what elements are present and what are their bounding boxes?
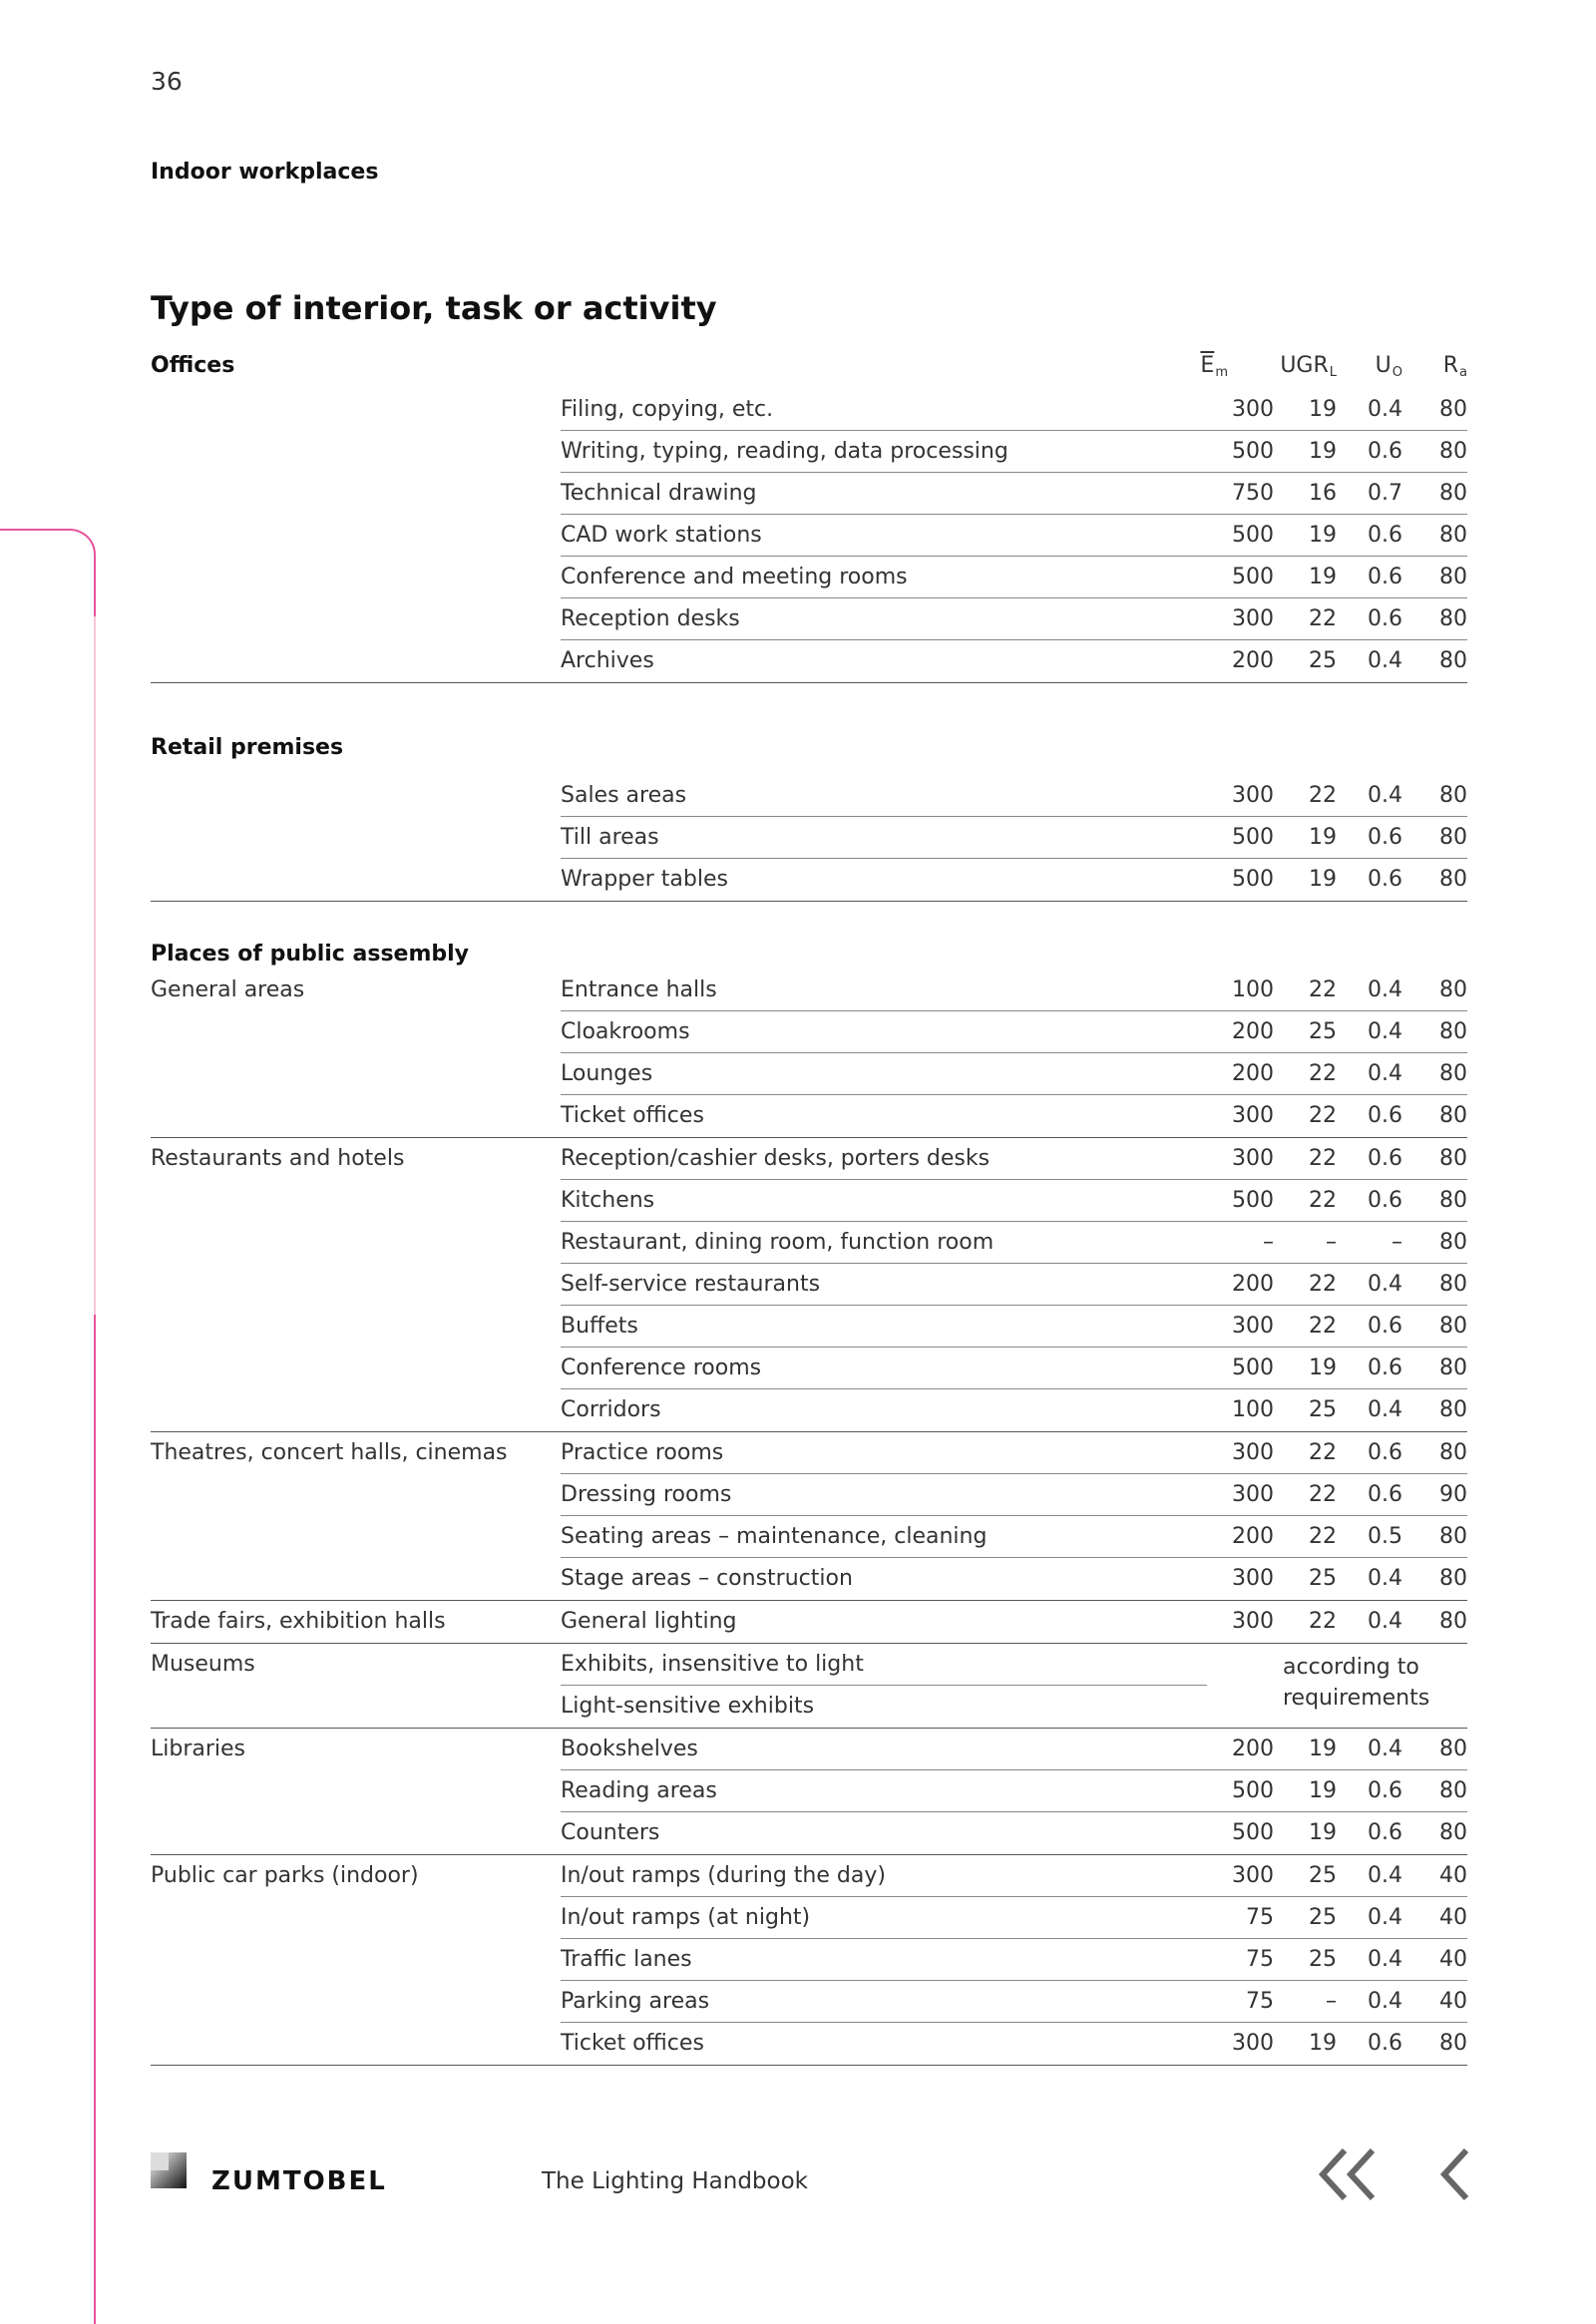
table-row: Traffic lanes 75 25 0.4 40 [561, 1939, 1467, 1981]
table-row: Cloakrooms 200 25 0.4 80 [561, 1011, 1467, 1053]
group-title-assembly-wrap [151, 920, 1467, 969]
table-row: Restaurant, dining room, function room – – – 80 [561, 1222, 1467, 1264]
page-heading: Type of interior, task or activity [151, 289, 717, 327]
table-row: Ticket offices 300 19 0.6 80 [561, 2031, 1467, 2056]
category-libraries [151, 1728, 1467, 1854]
table-row: Writing, typing, reading, data processing 500 19 0.6 80 [561, 431, 1467, 473]
table-row: CAD work stations 500 19 0.6 80 [561, 515, 1467, 557]
brand-name: ZUMTOBEL [211, 2166, 387, 2196]
category-label: Restaurants and hotels [151, 1146, 405, 1171]
table-header-row [151, 345, 1467, 389]
table-row: Conference and meeting rooms 500 19 0.6 80 [561, 557, 1467, 598]
table-row: Bookshelves 200 19 0.4 80 [561, 1729, 1467, 1770]
category-label: Libraries [151, 1737, 246, 1761]
table-row: Corridors 100 25 0.4 80 [561, 1397, 1467, 1422]
category-museums [151, 1643, 1467, 1728]
table-row: Reception/cashier desks, porters desks 300 22 0.6 80 [561, 1138, 1467, 1180]
double-chevron-left-icon[interactable] [1315, 2144, 1377, 2204]
table-row: General lighting 300 22 0.4 80 [561, 1609, 1467, 1634]
column-header-ra: $R_a$ [1442, 353, 1467, 380]
table-row: Filing, copying, etc. 300 19 0.4 80 [561, 389, 1467, 431]
category-theatres [151, 1431, 1467, 1600]
chevron-left-icon[interactable] [1434, 2144, 1474, 2204]
category-general-areas [151, 969, 1467, 1137]
table-row: Wrapper tables 500 19 0.6 80 [561, 867, 1467, 892]
table-row: Kitchens 500 22 0.6 80 [561, 1180, 1467, 1222]
retail-rows [151, 775, 1467, 902]
museum-requirements-note: according to requirements [1283, 1655, 1430, 1711]
category-label: General areas [151, 977, 305, 1002]
table-row: Parking areas 75 – 0.4 40 [561, 1981, 1467, 2023]
category-label: Public car parks (indoor) [151, 1863, 419, 1888]
table-row: Self-service restaurants 200 22 0.4 80 [561, 1264, 1467, 1306]
group-title-offices: Offices [151, 353, 235, 378]
table-row: In/out ramps (during the day) 300 25 0.4 40 [561, 1855, 1467, 1897]
group-title-assembly: Places of public assembly [151, 942, 470, 967]
category-trade-fairs [151, 1600, 1467, 1643]
table-row: In/out ramps (at night) 75 25 0.4 40 [561, 1897, 1467, 1939]
category-restaurants-hotels [151, 1137, 1467, 1431]
table-row: Practice rooms 300 22 0.6 80 [561, 1432, 1467, 1474]
table-row: Seating areas – maintenance, cleaning 200 22 0.5 80 [561, 1516, 1467, 1558]
offices-rows [151, 389, 1467, 683]
table-row: Exhibits, insensitive to light [561, 1644, 1207, 1686]
category-label: Trade fairs, exhibition halls [151, 1609, 446, 1634]
pink-margin-line [0, 529, 96, 2324]
table-row: Dressing rooms 300 22 0.6 90 [561, 1474, 1467, 1516]
table-row: Archives 200 25 0.4 80 [561, 648, 1467, 673]
table-row: Buffets 300 22 0.6 80 [561, 1306, 1467, 1348]
column-header-em: $\overline{E}_m$ [1200, 353, 1228, 380]
group-title-retail: Retail premises [151, 735, 344, 760]
column-header-uo: $U_O$ [1375, 353, 1402, 380]
category-label: Museums [151, 1652, 255, 1677]
group-title-retail-wrap [151, 713, 1467, 775]
table-row: Stage areas – construction 300 25 0.4 80 [561, 1566, 1467, 1591]
table-row: Reading areas 500 19 0.6 80 [561, 1770, 1467, 1812]
table-row: Sales areas 300 22 0.4 80 [561, 775, 1467, 817]
table-row: Light-sensitive exhibits [561, 1694, 815, 1719]
table-row: Till areas 500 19 0.6 80 [561, 817, 1467, 859]
table-row: Entrance halls 100 22 0.4 80 [561, 969, 1467, 1011]
table-row: Lounges 200 22 0.4 80 [561, 1053, 1467, 1095]
page-number: 36 [151, 67, 183, 96]
section-title: Indoor workplaces [151, 160, 379, 185]
table-row: Conference rooms 500 19 0.6 80 [561, 1348, 1467, 1389]
illuminance-table [151, 345, 1467, 2066]
category-label: Theatres, concert halls, cinemas [151, 1440, 508, 1465]
table-row: Counters 500 19 0.6 80 [561, 1820, 1467, 1845]
handbook-title: The Lighting Handbook [542, 2168, 808, 2194]
zumtobel-logo-icon [151, 2152, 187, 2188]
table-row: Reception desks 300 22 0.6 80 [561, 598, 1467, 640]
table-row: Technical drawing 750 16 0.7 80 [561, 473, 1467, 515]
table-row: Ticket offices 300 22 0.6 80 [561, 1103, 1467, 1128]
column-header-ugr: $UGR_L$ [1280, 353, 1337, 380]
category-car-parks [151, 1854, 1467, 2066]
